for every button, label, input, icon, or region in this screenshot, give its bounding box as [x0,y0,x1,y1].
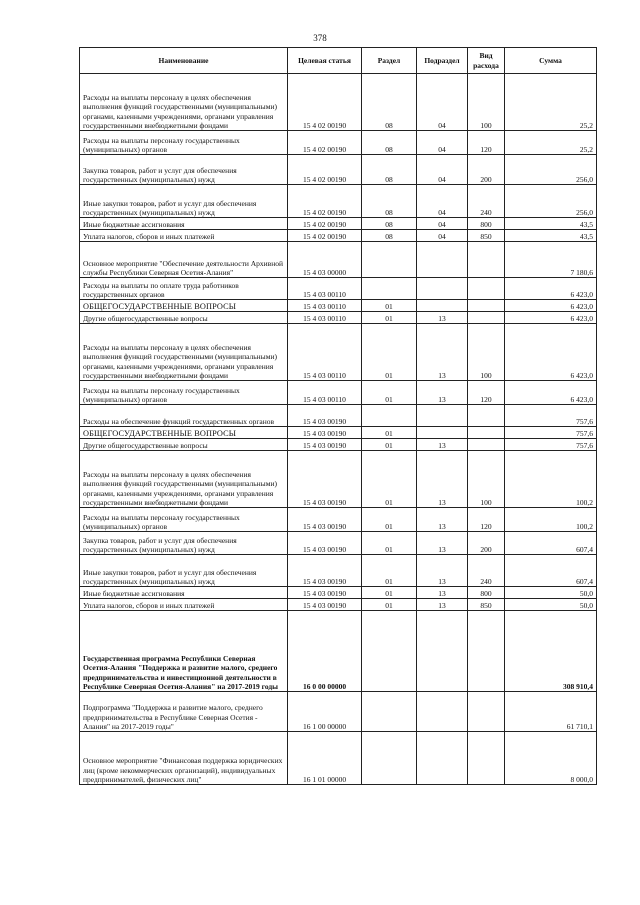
row-name: Основное мероприятие "Обеспечение деятельности Архивной службы Республики Северная Осетия-Алания" [80,242,288,278]
row-code: 15 4 03 00110 [288,278,362,300]
row-subsection: 04 [417,74,468,131]
row-expense-type [468,300,505,312]
row-subsection [417,278,468,300]
row-expense-type: 240 [468,555,505,587]
table-row [80,611,597,692]
row-name: Уплата налогов, сборов и иных платежей [80,599,288,611]
header-code: Целевая статья [288,48,362,74]
row-expense-type [468,312,505,324]
row-subsection: 04 [417,131,468,155]
row-amount: 25,2 [505,74,597,131]
row-subsection [417,732,468,785]
row-section: 01 [362,451,417,508]
row-expense-type [468,405,505,427]
row-amount: 256,0 [505,155,597,185]
row-section: 01 [362,381,417,405]
row-section: 08 [362,74,417,131]
row-code: 15 4 02 00190 [288,185,362,218]
row-code: 15 4 03 00190 [288,555,362,587]
row-section: 01 [362,312,417,324]
row-subsection: 04 [417,218,468,230]
table-row [80,324,597,381]
row-amount: 100,2 [505,451,597,508]
table-row [80,300,597,312]
row-subsection [417,405,468,427]
row-subsection: 04 [417,155,468,185]
header-expense-type: Вид расхода [468,48,505,74]
row-section [362,405,417,427]
row-expense-type [468,692,505,732]
row-expense-type: 850 [468,230,505,242]
table-row [80,312,597,324]
row-name: Уплата налогов, сборов и иных платежей [80,230,288,242]
table-row [80,692,597,732]
row-expense-type: 100 [468,324,505,381]
row-code: 15 4 03 00110 [288,324,362,381]
row-code: 15 4 02 00190 [288,218,362,230]
row-expense-type: 120 [468,508,505,532]
row-amount: 43,5 [505,230,597,242]
row-expense-type: 100 [468,451,505,508]
row-section: 01 [362,532,417,555]
row-subsection [417,692,468,732]
row-amount: 757,6 [505,405,597,427]
row-name: Другие общегосударственные вопросы [80,439,288,451]
row-amount: 6 423,0 [505,381,597,405]
row-code: 15 4 03 00190 [288,508,362,532]
row-name: Закупка товаров, работ и услуг для обеспечения государственных (муниципальных) нужд [80,155,288,185]
row-section: 08 [362,185,417,218]
table-row [80,555,597,587]
table-row [80,508,597,532]
row-section: 01 [362,599,417,611]
row-code: 15 4 03 00190 [288,427,362,439]
row-expense-type [468,732,505,785]
row-name: Расходы на выплаты персоналу в целях обеспечения выполнения функций государственными (муниципальными) органами, казенными учреждениями, органами управления государственными внебюджетными фондами [80,74,288,131]
table-row [80,427,597,439]
row-amount: 757,6 [505,427,597,439]
table-row [80,242,597,278]
row-amount: 607,4 [505,532,597,555]
row-name: Расходы на выплаты персоналу государственных (муниципальных) органов [80,508,288,532]
row-code: 15 4 02 00190 [288,74,362,131]
row-amount: 6 423,0 [505,278,597,300]
row-expense-type: 850 [468,599,505,611]
row-code: 15 4 03 00110 [288,300,362,312]
row-section [362,278,417,300]
row-name: Расходы на выплаты персоналу в целях обеспечения выполнения функций государственными (муниципальными) органами, казенными учреждениями, органами управления государственными внебюджетными фондами [80,324,288,381]
row-code: 15 4 03 00190 [288,599,362,611]
table-row [80,278,597,300]
row-name: Подпрограмма "Поддержка и развитие малого, среднего предпринимательства в Республике Северная Осетия - Алания" на 2017-2019 годы" [80,692,288,732]
row-section: 08 [362,218,417,230]
row-subsection: 13 [417,532,468,555]
table-row [80,732,597,785]
row-subsection: 13 [417,439,468,451]
table-row [80,599,597,611]
row-expense-type: 100 [468,74,505,131]
row-name: Государственная программа Республики Северная Осетия-Алания "Поддержка и развитие малого, среднего предпринимательства и инвестиционной деятельности в Республике Северная Осетия-Алания" на 2017-2019 годы [80,611,288,692]
row-amount: 6 423,0 [505,324,597,381]
table-row [80,381,597,405]
row-expense-type [468,611,505,692]
row-amount: 100,2 [505,508,597,532]
row-subsection: 13 [417,508,468,532]
row-name: ОБЩЕГОСУДАРСТВЕННЫЕ ВОПРОСЫ [80,427,288,439]
row-name: Расходы на выплаты персоналу государственных (муниципальных) органов [80,131,288,155]
row-code: 15 4 02 00190 [288,155,362,185]
row-section: 08 [362,131,417,155]
row-subsection: 13 [417,555,468,587]
header-subsection: Подраздел [417,48,468,74]
row-code: 15 4 02 00190 [288,131,362,155]
row-code: 16 1 01 00000 [288,732,362,785]
row-subsection: 13 [417,381,468,405]
row-name: Другие общегосударственные вопросы [80,312,288,324]
row-code: 15 4 03 00110 [288,312,362,324]
row-name: Расходы на обеспечение функций государственных органов [80,405,288,427]
row-section: 01 [362,555,417,587]
row-name: Основное мероприятие "Финансовая поддержка юридических лиц (кроме некоммерческих организаций), индивидуальных предпринимателей, физических лиц" [80,732,288,785]
row-name: Расходы на выплаты персоналу государственных (муниципальных) органов [80,381,288,405]
row-subsection [417,242,468,278]
row-subsection [417,427,468,439]
row-section [362,242,417,278]
header-amount: Сумма [505,48,597,74]
row-amount: 25,2 [505,131,597,155]
row-expense-type: 800 [468,587,505,599]
row-amount: 6 423,0 [505,300,597,312]
row-amount: 256,0 [505,185,597,218]
table-header-row [80,48,597,74]
row-section [362,611,417,692]
table-row [80,439,597,451]
row-code: 15 4 03 00190 [288,451,362,508]
row-name: Иные закупки товаров, работ и услуг для обеспечения государственных (муниципальных) нужд [80,555,288,587]
row-name: Закупка товаров, работ и услуг для обеспечения государственных (муниципальных) нужд [80,532,288,555]
row-subsection [417,611,468,692]
row-amount: 61 710,1 [505,692,597,732]
row-section [362,692,417,732]
row-subsection: 13 [417,324,468,381]
row-name: Иные бюджетные ассигнования [80,218,288,230]
row-section [362,732,417,785]
row-code: 15 4 03 00190 [288,405,362,427]
row-name: Иные закупки товаров, работ и услуг для обеспечения государственных (муниципальных) нужд [80,185,288,218]
row-section: 08 [362,230,417,242]
row-expense-type: 240 [468,185,505,218]
row-amount: 7 180,6 [505,242,597,278]
row-section: 01 [362,324,417,381]
row-subsection: 13 [417,587,468,599]
row-amount: 43,5 [505,218,597,230]
row-section: 01 [362,587,417,599]
row-code: 15 4 03 00190 [288,439,362,451]
row-section: 08 [362,155,417,185]
row-code: 15 4 02 00190 [288,230,362,242]
row-subsection: 13 [417,599,468,611]
table-row [80,131,597,155]
table-row [80,155,597,185]
row-expense-type: 200 [468,532,505,555]
table-row [80,405,597,427]
row-name: Иные бюджетные ассигнования [80,587,288,599]
row-name: Расходы на выплаты по оплате труда работников государственных органов [80,278,288,300]
row-code: 15 4 03 00190 [288,532,362,555]
row-subsection: 13 [417,312,468,324]
page-number: 378 [313,33,327,43]
row-section: 01 [362,300,417,312]
table-row [80,451,597,508]
row-amount: 607,4 [505,555,597,587]
row-code: 15 4 03 00000 [288,242,362,278]
table-row [80,185,597,218]
row-amount: 757,6 [505,439,597,451]
row-expense-type [468,278,505,300]
row-subsection: 04 [417,185,468,218]
table-row [80,74,597,131]
row-section: 01 [362,439,417,451]
table-body [80,74,597,785]
row-subsection [417,300,468,312]
row-expense-type: 200 [468,155,505,185]
table-row [80,218,597,230]
row-expense-type [468,242,505,278]
row-section: 01 [362,508,417,532]
row-expense-type: 120 [468,381,505,405]
row-amount: 308 910,4 [505,611,597,692]
row-subsection: 04 [417,230,468,242]
row-section: 01 [362,427,417,439]
row-name: ОБЩЕГОСУДАРСТВЕННЫЕ ВОПРОСЫ [80,300,288,312]
table-row [80,532,597,555]
row-expense-type [468,439,505,451]
budget-table [79,47,597,785]
row-expense-type: 800 [468,218,505,230]
row-code: 15 4 03 00190 [288,587,362,599]
row-amount: 8 000,0 [505,732,597,785]
header-section: Раздел [362,48,417,74]
row-code: 16 1 00 00000 [288,692,362,732]
row-expense-type: 120 [468,131,505,155]
header-name: Наименование [80,48,288,74]
row-subsection: 13 [417,451,468,508]
table-row [80,230,597,242]
row-amount: 50,0 [505,587,597,599]
row-amount: 6 423,0 [505,312,597,324]
table-row [80,587,597,599]
row-code: 15 4 03 00110 [288,381,362,405]
row-amount: 50,0 [505,599,597,611]
row-name: Расходы на выплаты персоналу в целях обеспечения выполнения функций государственными (муниципальными) органами, казенными учреждениями, органами управления государственными внебюджетными фондами [80,451,288,508]
row-code: 16 0 00 00000 [288,611,362,692]
row-expense-type [468,427,505,439]
